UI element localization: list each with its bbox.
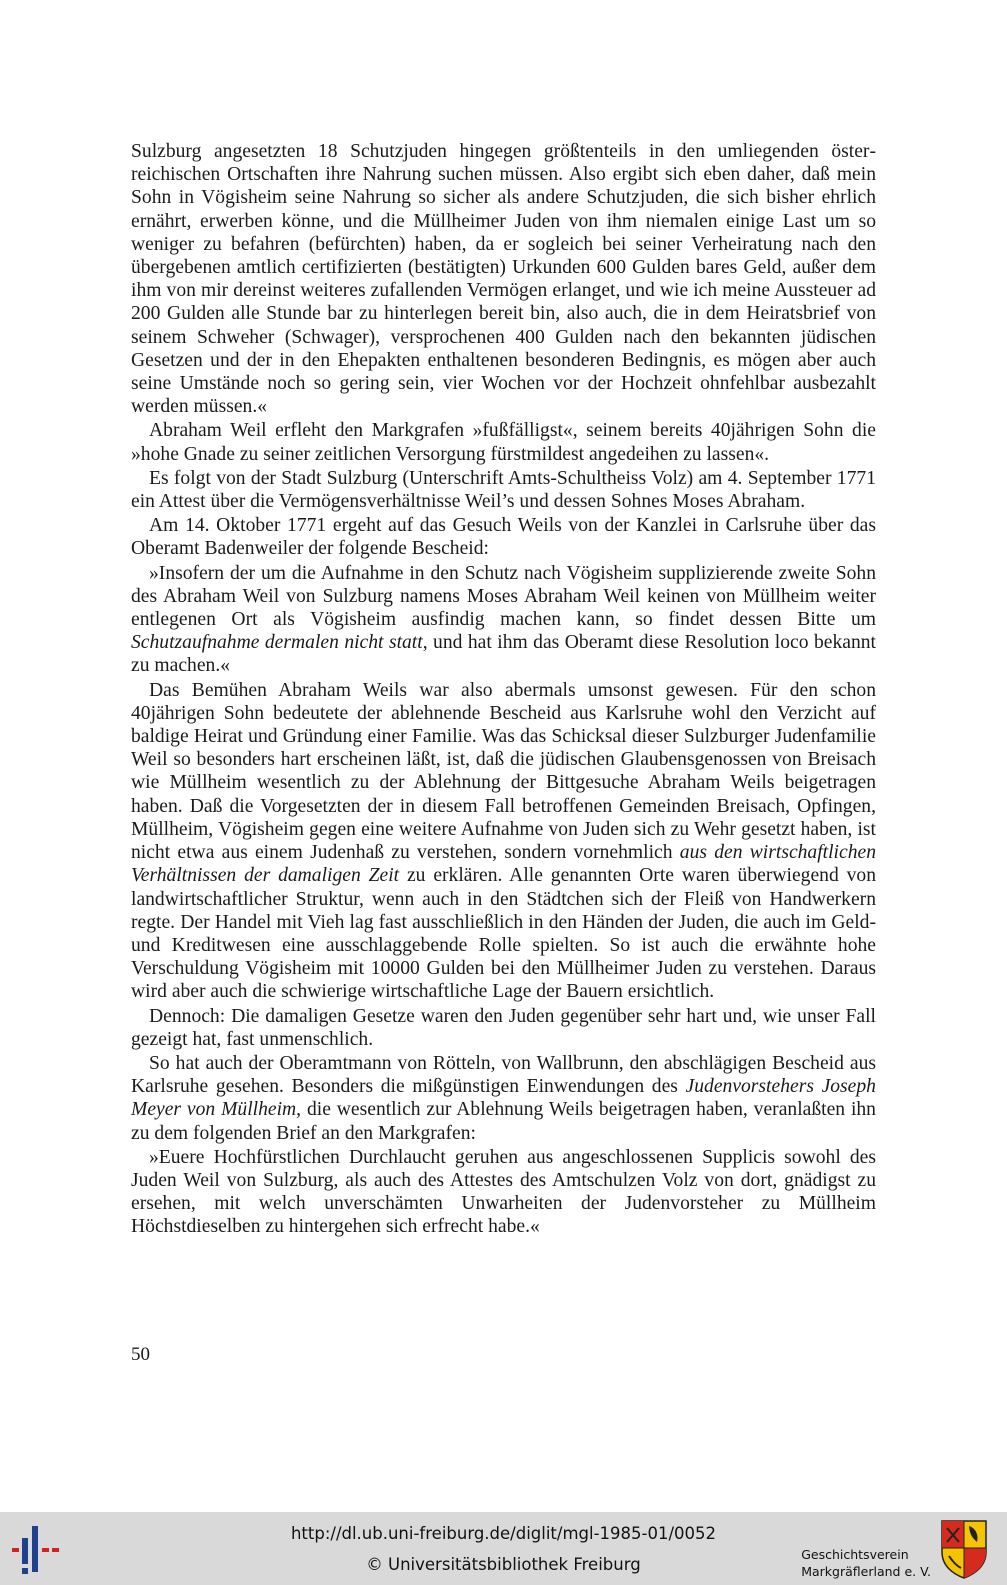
footer-bar [0, 1512, 1007, 1585]
paragraph [131, 514, 876, 560]
text-run: »Euere Hochfürstlichen Durchlaucht geruhen aus angeschlossenen Supplicis sowohl des Juden Weil von Sulzburg, als auch des Attestes des Amtschulzen Volz von dort, gnädigst zu ersehen, mit welch unverschämten Unwarheiten der Judenvorsteher zu Müllheim Höchstdieselben zu hintergehen sich erfrecht habe.« [131, 1146, 876, 1238]
text-run: »Insofern der um die Aufnahme in den Schutz nach Vögisheim supplizierende zweite Sohn des Abraham Weil von Sulzburg namens Moses Abraham Weil keinen von Müllheim weiter entlegenen Ort als Vögisheim ausfindig machen kann, so findet dessen Bitte um [131, 562, 876, 631]
text-run: Abraham Weil erfleht den Markgrafen »fußfälligst«, seinem bereits 40jährigen Sohn die »hohe Gnade zu seiner zeitlichen Versorgung fürstmildest angedeihen zu lassen«. [131, 420, 876, 465]
document-body [131, 140, 876, 1239]
text-run: , und hat ihm das Oberamt diese Resolution loco bekannt zu machen.« [131, 632, 877, 677]
paragraph [131, 1146, 876, 1239]
paragraph [131, 1052, 876, 1145]
text-run: Am 14. Oktober 1771 ergeht auf das Gesuch Weils von der Kanzlei in Carlsruhe über das Oberamt Badenweiler der folgende Bescheid: [131, 515, 876, 560]
text-run: zu erklären. Alle genannten Orte waren überwiegend von landwirtschaftlicher Struktur, wenn auch in den Städtchen sich der Fleiß von Handwerkern regte. Der Handel mit Vieh lag fast ausschließlich in den Händen der Juden, die auch im Geld- und Kreditwesen eine ausschlaggebende Rolle spielten. So ist auch die erwähnte hohe Verschuldung Vögisheim mit 10000 Gulden bei den Müllheimer Juden zu verstehen. Daraus wird aber auch die schwierige wirtschaftliche Lage der Bauern ersichtlich. [131, 865, 876, 1003]
society-line-1: Geschichtsverein [801, 1547, 909, 1562]
paragraph [131, 140, 876, 418]
text-run: Sulzburg angesetzten 18 Schutzjuden hingegen größtenteils in den umliegenden österreichischen Ortschaften ihre Nahrung suchen müssen. Also ergibt sich eben daher, daß mein Sohn in Vögisheim seine Nahrung so sicher als andere Schutzjuden, die sich bisher ehrlich ernährt, erwerben könne, und die Müllheimer Juden von ihm niemalen einige Last um so weniger zu befahren (befürchten) haben, da er sogleich bei seiner Verheiratung nach den übergebenen amtlich certifizierten (bestätigten) Urkunden 600 Gulden bares Geld, außer dem ihm von mir dereinst weiteres zufallenden Vermögen erlanget, und wie ich meine Aussteuer ad 200 Gulden alle Stunde bar zu hinterlegen bereit bin, also auch, die in dem Heiratsbrief von seinem Schweher (Schwager), versprochenen 400 Gulden nach den bekannten jüdischen Gesetzen und der in den Ehepakten enthaltenen besonderen Bedingnis, es mögen aber auch seine Umstände noch so gering sein, vier Wochen vor der Hochzeit ohnfehlbar ausbezahlt werden müssen.« [131, 141, 876, 418]
text-run: So hat auch der Oberamtmann von Rötteln, von Wallbrunn, den abschlägigen Bescheid aus Karlsruhe gesehen. Besonders die mißgünstigen Einwendungen des [131, 1052, 876, 1098]
paragraph [131, 679, 876, 1004]
paragraph [131, 562, 876, 678]
source-url-link[interactable]: http://dl.ub.uni-freiburg.de/diglit/mgl-1985-01/0052 [290, 1524, 717, 1543]
italic-run: aus den wirtschaftlichen Verhältnissen der damaligen Zeit [131, 842, 876, 887]
text-run: Es folgt von der Stadt Sulzburg (Unterschrift Amts-Schultheiss Volz) am 4. September 1771 ein Attest über die Vermögensverhältnisse Weil’s und dessen Sohnes Moses Abraham. [131, 467, 876, 513]
page-number: 50 [131, 1344, 150, 1365]
society-line-2: Markgräflerland e. V. [801, 1564, 931, 1579]
italic-run: Schutzaufnahme dermalen nicht statt [131, 632, 423, 654]
society-name [801, 1546, 931, 1580]
text-run: Das Bemühen Abraham Weils war also abermals umsonst gewesen. Für den schon 40jährigen Sohn bedeutete der ablehnende Bescheid aus Karlsruhe wohl den Verzicht auf baldige Heirat und Gründung einer Familie. Was das Schicksal dieser Sulzburger Judenfamilie Weil so besonders hart erscheinen läßt, ist, daß die jüdischen Glaubensgenossen von Breisach wie Müllheim wesentlich zu der Ablehnung der Bittgesuche Abraham Weils beigetragen haben. Daß die Vorgesetzten der in diesem Fall betroffenen Gemeinden Breisach, Opfingen, Müllheim, Vögisheim gegen eine weitere Aufnahme von Juden sich zu Wehr gesetzt haben, ist nicht etwa aus einem Judenhaß zu verstehen, sondern vornehmlich [131, 679, 876, 864]
text-run: Dennoch: Die damaligen Gesetze waren den Juden gegenüber sehr hart und, wie unser Fall gezeigt hat, fast unmenschlich. [131, 1005, 876, 1050]
paragraph [131, 467, 876, 513]
paragraph [131, 419, 876, 465]
paragraph [131, 1005, 876, 1051]
copyright-text: © Universitätsbibliothek Freiburg [366, 1555, 641, 1574]
italic-run: Judenvorstehers Joseph Meyer von Müllheim, [131, 1076, 876, 1121]
text-run: die wesentlich zur Ablehnung Weils beigetragen haben, veranlaßten ihn zu dem folgenden Brief an den Markgrafen: [131, 1099, 876, 1144]
coat-of-arms-icon [939, 1518, 989, 1580]
